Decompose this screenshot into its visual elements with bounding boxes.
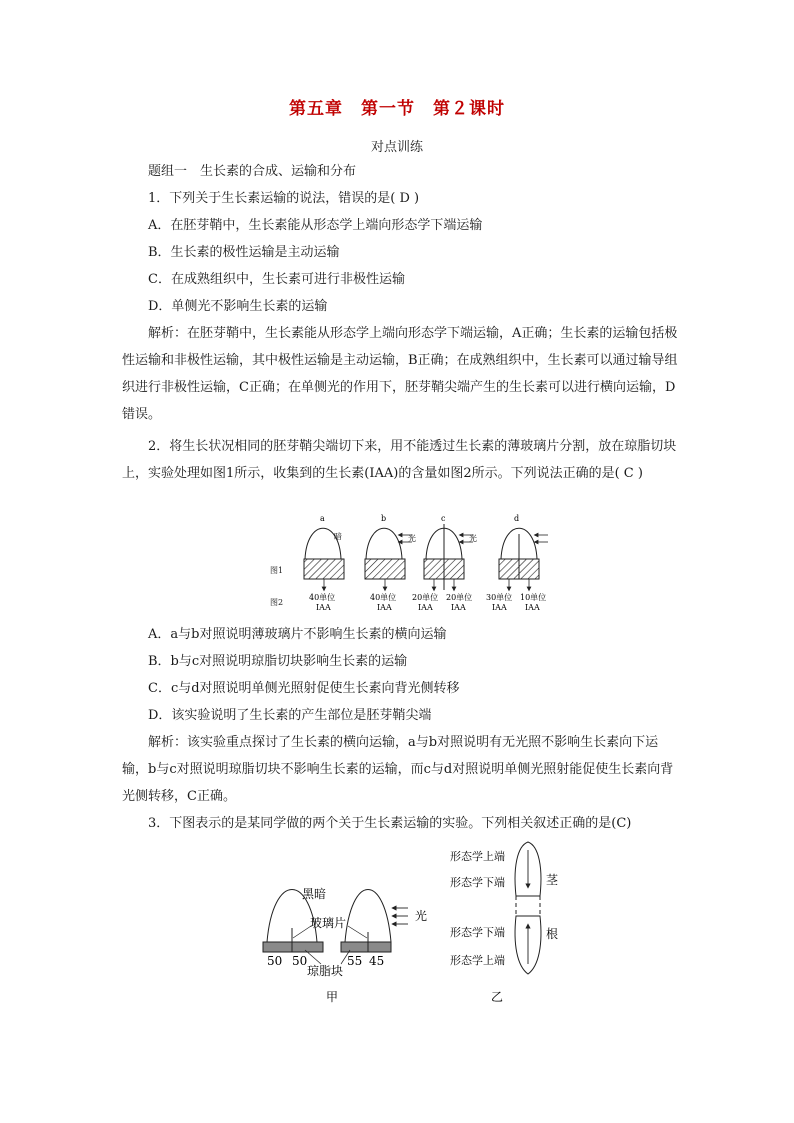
- page-title: 第五章 第一节 第２课时: [289, 99, 505, 119]
- q1-option-a: A．在胚芽鞘中，生长素能从形态学上端向形态学下端运输: [148, 218, 483, 233]
- sample-c: [412, 514, 477, 612]
- value-c-left: 20单位: [412, 593, 439, 602]
- glass-label: 玻璃片: [310, 916, 347, 930]
- value-a: 40单位: [309, 593, 336, 602]
- dark-label: 暗: [334, 532, 342, 541]
- label-d: d: [514, 514, 520, 523]
- sample-b: [365, 514, 416, 612]
- sample-a: [304, 514, 344, 612]
- q3-figure-jia: [255, 878, 445, 1008]
- label-a: a: [320, 514, 325, 523]
- q1-option-d: D．单侧光不影响生长素的运输: [148, 299, 328, 314]
- iaa-a: IAA: [316, 603, 331, 612]
- stem-label: 茎: [546, 873, 559, 887]
- fig1-row-label: 图1: [270, 566, 284, 575]
- iaa-b: IAA: [377, 603, 392, 612]
- q2-option-a: A．a与b对照说明薄玻璃片不影响生长素的横向运输: [148, 627, 447, 642]
- q1-analysis: 解析：在胚芽鞘中，生长素能从形态学上端向形态学下端运输，A正确；生长素的运输包括极性运输和非极性运输，其中极性运输是主动运输，B正确；在成熟组织中，生长素可以通过输导组织进行非极性运输，C正确；在单侧光的作用下，胚芽鞘尖端产生的生长素可以进行横向运输，D错误。: [122, 326, 678, 422]
- fig2-row-label: 图2: [270, 598, 284, 607]
- caption-yi: 乙: [491, 990, 504, 1004]
- value-left-1: 50: [267, 954, 283, 968]
- sample-d: [486, 514, 548, 612]
- value-right-1: 55: [347, 954, 363, 968]
- q2-option-c: C．c与d对照说明单侧光照射促使生长素向背光侧转移: [148, 681, 460, 696]
- section-subtitle: 对点训练: [370, 140, 423, 155]
- root-bottom-lower: 形态学下端: [450, 926, 505, 939]
- value-b: 40单位: [370, 593, 397, 602]
- group-heading: 题组一 生长素的合成、运输和分布: [148, 164, 357, 179]
- q3-figure-yi: [450, 838, 580, 1008]
- q2-stem: 2．将生长状况相同的胚芽鞘尖端切下来，用不能透过生长素的薄玻璃片分割，放在琼脂切块上，实验处理如图1所示，收集到的生长素(IAA)的含量如图2所示。下列说法正确的是( C ): [122, 439, 677, 481]
- q2-analysis: 解析：该实验重点探讨了生长素的横向运输，a与b对照说明有无光照不影响生长素向下运输，b与c对照说明琼脂切块不影响生长素的运输，而c与d对照说明单侧光照射能促使生长素向背光侧转移，C正确。: [122, 735, 674, 804]
- value-c-right: 20单位: [446, 593, 473, 602]
- iaa-d-left: IAA: [492, 603, 507, 612]
- q3-stem: 3．下图表示的是某同学做的两个关于生长素运输的实验。下列相关叙述正确的是(C): [148, 816, 632, 831]
- q1-option-b: B．生长素的极性运输是主动运输: [148, 245, 340, 260]
- stem-top-lower: 形态学下端: [450, 876, 505, 889]
- q2-option-b: B．b与c对照说明琼脂切块影响生长素的运输: [148, 654, 408, 669]
- q2-figure: [262, 512, 552, 618]
- value-d-left: 30单位: [486, 593, 513, 602]
- q1-option-c: C．在成熟组织中，生长素可进行非极性运输: [148, 272, 405, 287]
- agar-label: 琼脂块: [307, 964, 344, 978]
- iaa-d-right: IAA: [525, 603, 540, 612]
- label-b: b: [381, 514, 387, 523]
- stem-top-upper: 形态学上端: [450, 850, 505, 863]
- root-label: 根: [546, 927, 559, 941]
- root-bottom-upper: 形态学上端: [450, 954, 505, 967]
- label-c: c: [441, 514, 446, 523]
- light-label: 光: [415, 909, 428, 923]
- caption-jia: 甲: [326, 990, 339, 1004]
- light-label-b: 光: [408, 534, 416, 543]
- light-label-c: 光: [469, 534, 477, 543]
- value-left-2: 50: [292, 954, 308, 968]
- value-right-2: 45: [369, 954, 385, 968]
- iaa-c-right: IAA: [451, 603, 466, 612]
- value-d-right: 10单位: [520, 593, 547, 602]
- q2-option-d: D．该实验说明了生长素的产生部位是胚芽鞘尖端: [148, 708, 432, 723]
- iaa-c-left: IAA: [418, 603, 433, 612]
- q1-stem: 1．下列关于生长素运输的说法，错误的是( D ): [148, 191, 420, 206]
- dark-label: 黑暗: [302, 887, 327, 901]
